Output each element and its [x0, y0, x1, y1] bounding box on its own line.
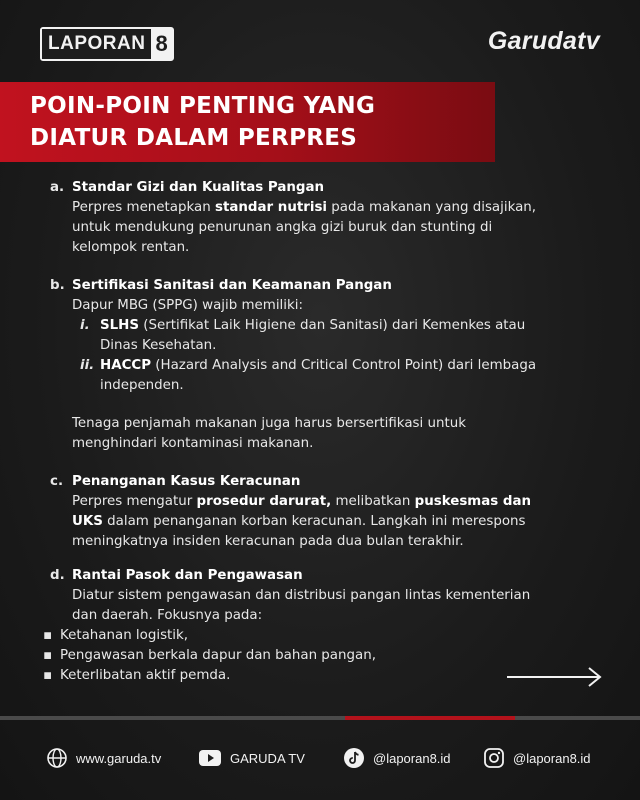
list-item: ▪ Keterlibatan aktif pemda.	[38, 666, 610, 686]
instagram-icon	[483, 747, 505, 769]
footer	[0, 740, 640, 776]
tiktok-icon	[343, 747, 365, 769]
laporan-logo-word: LAPORAN	[42, 29, 151, 59]
youtube-icon	[198, 749, 222, 767]
section-text: meningkatnya insiden keracunan pada dua bulan terakhir.	[72, 534, 464, 549]
section-c	[50, 472, 610, 552]
section-text: dan daerah. Fokusnya pada:	[72, 608, 263, 623]
section-text: Dapur MBG (SPPG) wajib memiliki:	[72, 298, 303, 313]
footer-divider	[0, 716, 640, 720]
title-line-2: DIATUR DALAM PERPRES	[30, 125, 358, 151]
section-text: UKS dalam penanganan korban keracunan. Langkah ini merespons	[72, 514, 526, 529]
page-title	[30, 90, 375, 154]
section-text: Perpres menetapkan standar nutrisi pada makanan yang disajikan,	[72, 200, 537, 215]
title-line-1: POIN-POIN PENTING YANG	[30, 93, 376, 119]
divider-accent	[345, 716, 515, 720]
section-letter: b.	[50, 278, 65, 293]
section-text: untuk mendukung penurunan angka gizi buruk dan stunting di	[72, 220, 493, 235]
instagram-label: @laporan8.id	[513, 750, 591, 766]
laporan-logo-number: 8	[151, 29, 171, 59]
section-b	[50, 276, 610, 454]
sub-item: ii. HACCP (Hazard Analysis and Critical Control Point) dari lembaga independen.	[80, 358, 537, 393]
list-item: ▪ Ketahanan logistik,	[38, 626, 610, 646]
bold-term: SLHS	[100, 318, 140, 333]
tiktok-label: @laporan8.id	[373, 750, 451, 766]
content-body	[50, 178, 610, 686]
section-d	[50, 566, 610, 626]
laporan8-logo	[40, 27, 174, 61]
section-note: Tenaga penjamah makanan juga harus bersertifikasi untuk	[72, 416, 466, 431]
section-heading: Rantai Pasok dan Pengawasan	[72, 568, 303, 583]
footer-instagram[interactable]	[483, 740, 591, 776]
bold-term: puskesmas dan	[414, 494, 532, 509]
youtube-label: GARUDA TV	[230, 750, 305, 766]
section-letter: a.	[50, 180, 65, 195]
section-heading: Standar Gizi dan Kualitas Pangan	[72, 180, 325, 195]
section-letter: d.	[50, 568, 65, 583]
website-label: www.garuda.tv	[76, 750, 162, 766]
garudatv-logo: Garudatv	[487, 27, 600, 55]
section-note: menghindari kontaminasi makanan.	[72, 436, 314, 451]
globe-icon	[46, 747, 68, 769]
section-text: Diatur sistem pengawasan dan distribusi pangan lintas kementerian	[72, 588, 531, 603]
list-item: ▪ Pengawasan berkala dapur dan bahan pangan,	[38, 646, 610, 666]
section-a	[50, 178, 610, 258]
bold-term: HACCP	[100, 358, 152, 373]
title-banner	[0, 82, 495, 162]
bold-term: standar nutrisi	[214, 200, 328, 215]
footer-tiktok[interactable]	[343, 740, 451, 776]
section-heading: Sertifikasi Sanitasi dan Keamanan Pangan	[72, 278, 392, 293]
roman-numeral: i.	[80, 318, 90, 333]
section-heading: Penanganan Kasus Keracunan	[72, 474, 301, 489]
arrow-right-icon[interactable]	[505, 665, 605, 689]
roman-numeral: ii.	[80, 358, 95, 373]
section-letter: c.	[50, 474, 64, 489]
sub-item: i. SLHS (Sertifikat Laik Higiene dan Sanitasi) dari Kemenkes atau Dinas Kesehatan.	[80, 318, 526, 353]
bold-term: UKS	[72, 514, 103, 529]
bold-term: prosedur darurat,	[196, 494, 332, 509]
footer-website[interactable]	[46, 740, 161, 776]
footer-youtube[interactable]	[198, 740, 305, 776]
section-text: Perpres mengatur prosedur darurat, melibatkan puskesmas dan	[72, 494, 532, 509]
section-text: kelompok rentan.	[72, 240, 190, 255]
